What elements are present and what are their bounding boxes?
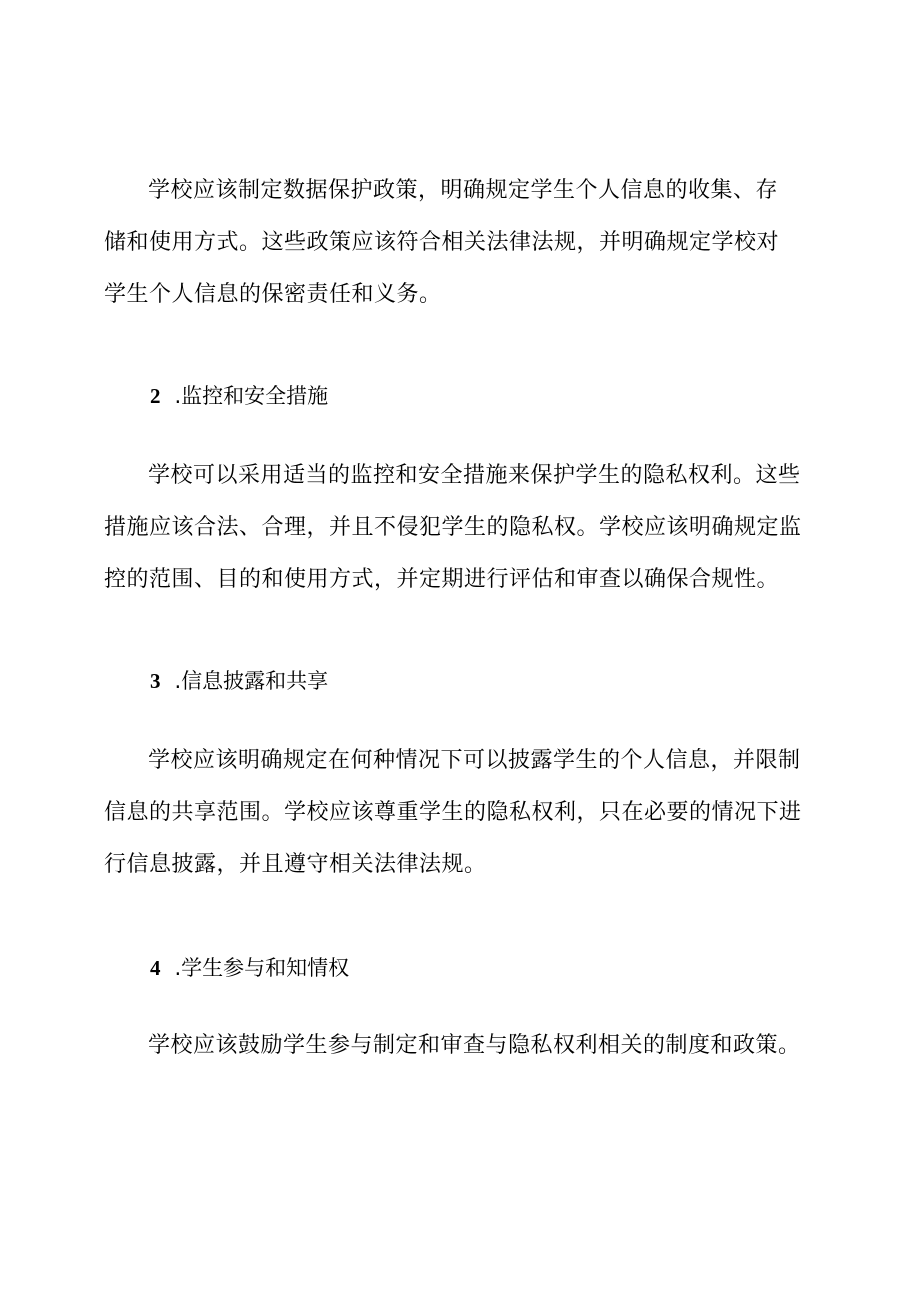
section-number: 4 — [150, 956, 161, 980]
section-number: 2 — [150, 384, 161, 408]
paragraph-line: 行信息披露，并且遵守相关法律法规。 — [104, 852, 487, 877]
paragraph-monitoring-security — [104, 450, 838, 606]
paragraph-line: 学校应该制定数据保护政策，明确规定学生个人信息的收集、存 — [148, 178, 779, 203]
paragraph-line: 措施应该合法、合理，并且不侵犯学生的隐私权。学校应该明确规定监 — [104, 515, 802, 540]
paragraph-line: 控的范围、目的和使用方式，并定期进行评估和审查以确保合规性。 — [104, 567, 780, 592]
paragraph-line: 学校可以采用适当的监控和安全措施来保护学生的隐私权利。这些 — [148, 463, 801, 488]
paragraph-student-participation — [148, 1020, 838, 1072]
paragraph-line: 学校应该明确规定在何种情况下可以披露学生的个人信息，并限制 — [148, 748, 801, 773]
section-title: .监控和安全措施 — [174, 384, 329, 408]
section-title: .信息披露和共享 — [174, 669, 329, 693]
paragraph-line: 学生个人信息的保密责任和义务。 — [104, 282, 442, 307]
paragraph-line: 学校应该鼓励学生参与制定和审查与隐私权利相关的制度和政策。 — [148, 1033, 801, 1058]
section-heading-monitoring-security — [150, 381, 328, 411]
section-heading-disclosure-sharing — [150, 666, 328, 696]
paragraph-disclosure-sharing — [104, 735, 838, 891]
section-heading-student-participation — [150, 953, 349, 983]
section-title: .学生参与和知情权 — [174, 956, 350, 980]
paragraph-line: 储和使用方式。这些政策应该符合相关法律法规，并明确规定学校对 — [104, 230, 780, 255]
paragraph-data-protection-policy — [104, 165, 838, 321]
paragraph-line: 信息的共享范围。学校应该尊重学生的隐私权利，只在必要的情况下进 — [104, 800, 802, 825]
section-number: 3 — [150, 669, 161, 693]
